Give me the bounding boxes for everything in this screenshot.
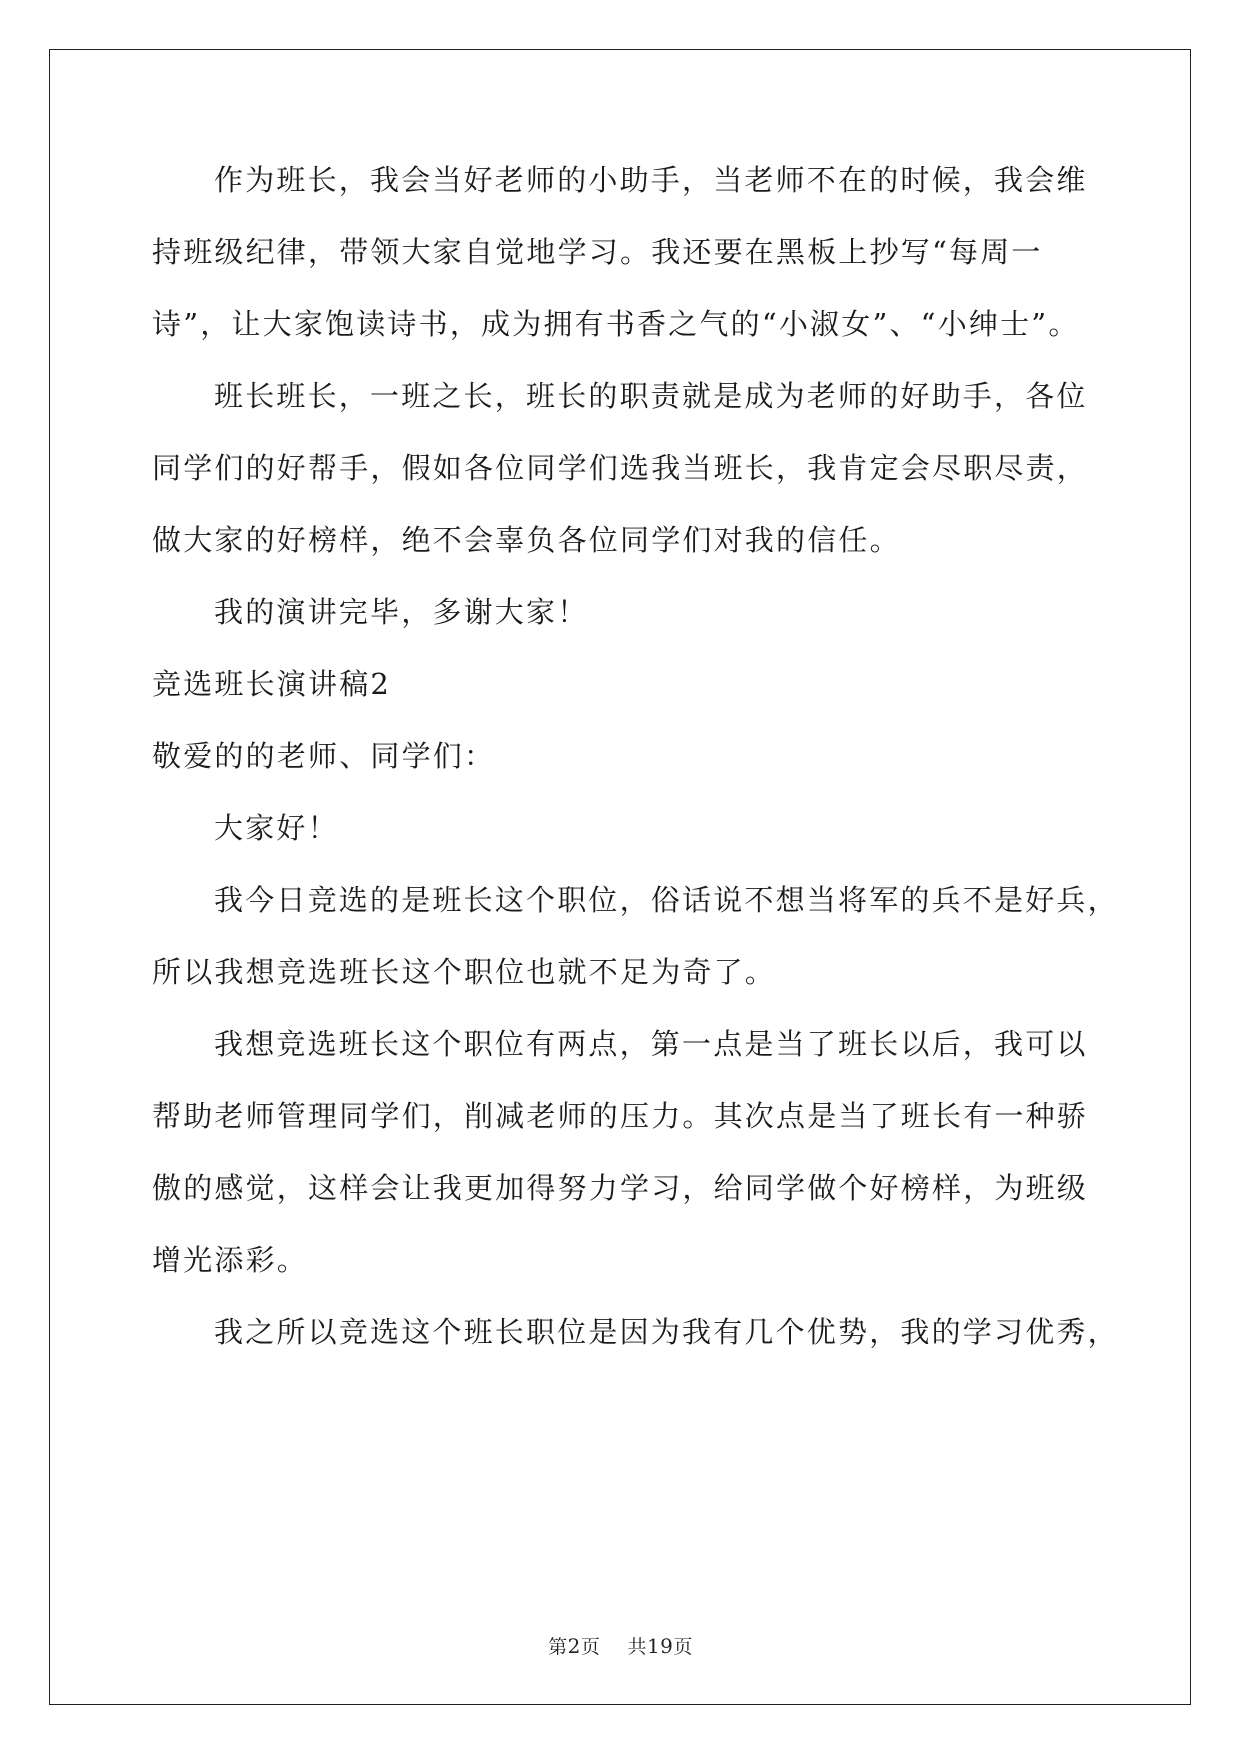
- section-heading: 竞选班长演讲稿2: [152, 667, 392, 701]
- page-footer: [0, 1632, 1241, 1659]
- paragraph-line: 作为班长，我会当好老师的小助手，当老师不在的时候，我会维: [214, 163, 1088, 197]
- paragraph-line: 我想竞选班长这个职位有两点，第一点是当了班长以后，我可以: [214, 1027, 1088, 1061]
- page-border: [49, 49, 1191, 1705]
- total-page-count: 19: [646, 1634, 674, 1658]
- paragraph-line: 我之所以竞选这个班长职位是因为我有几个优势，我的学习优秀，: [214, 1315, 1119, 1349]
- paragraph-line: 同学们的好帮手，假如各位同学们选我当班长，我肯定会尽职尽责，: [152, 451, 1089, 485]
- paragraph-line: 傲的感觉，这样会让我更加得努力学习，给同学做个好榜样，为班级: [152, 1171, 1089, 1205]
- paragraph-line: 我今日竞选的是班长这个职位，俗话说不想当将军的兵不是好兵，: [214, 883, 1119, 917]
- footer-page-unit: 页: [580, 1636, 601, 1658]
- current-page-number: 2: [567, 1634, 581, 1658]
- paragraph-line: 诗”，让大家饱读诗书，成为拥有书香之气的“小淑女”、“小绅士”。: [152, 307, 1080, 341]
- footer-total-unit: 页: [673, 1636, 693, 1658]
- paragraph-line: 帮助老师管理同学们，削减老师的压力。其次点是当了班长有一种骄: [152, 1099, 1089, 1133]
- paragraph-line: 班长班长，一班之长，班长的职责就是成为老师的好助手，各位: [214, 379, 1088, 413]
- paragraph-line: 做大家的好榜样，绝不会辜负各位同学们对我的信任。: [152, 523, 901, 557]
- paragraph-line: 增光添彩。: [152, 1243, 309, 1277]
- salutation: 敬爱的的老师、同学们：: [152, 739, 496, 773]
- paragraph-line: 持班级纪律，带领大家自觉地学习。我还要在黑板上抄写“每周一: [152, 235, 1043, 269]
- footer-total-prefix: 共: [627, 1636, 647, 1658]
- paragraph-line: 所以我想竞选班长这个职位也就不足为奇了。: [152, 955, 777, 989]
- footer-prefix: 第: [548, 1636, 568, 1658]
- greeting: 大家好！: [214, 811, 339, 845]
- paragraph-line: 我的演讲完毕，多谢大家！: [214, 595, 589, 629]
